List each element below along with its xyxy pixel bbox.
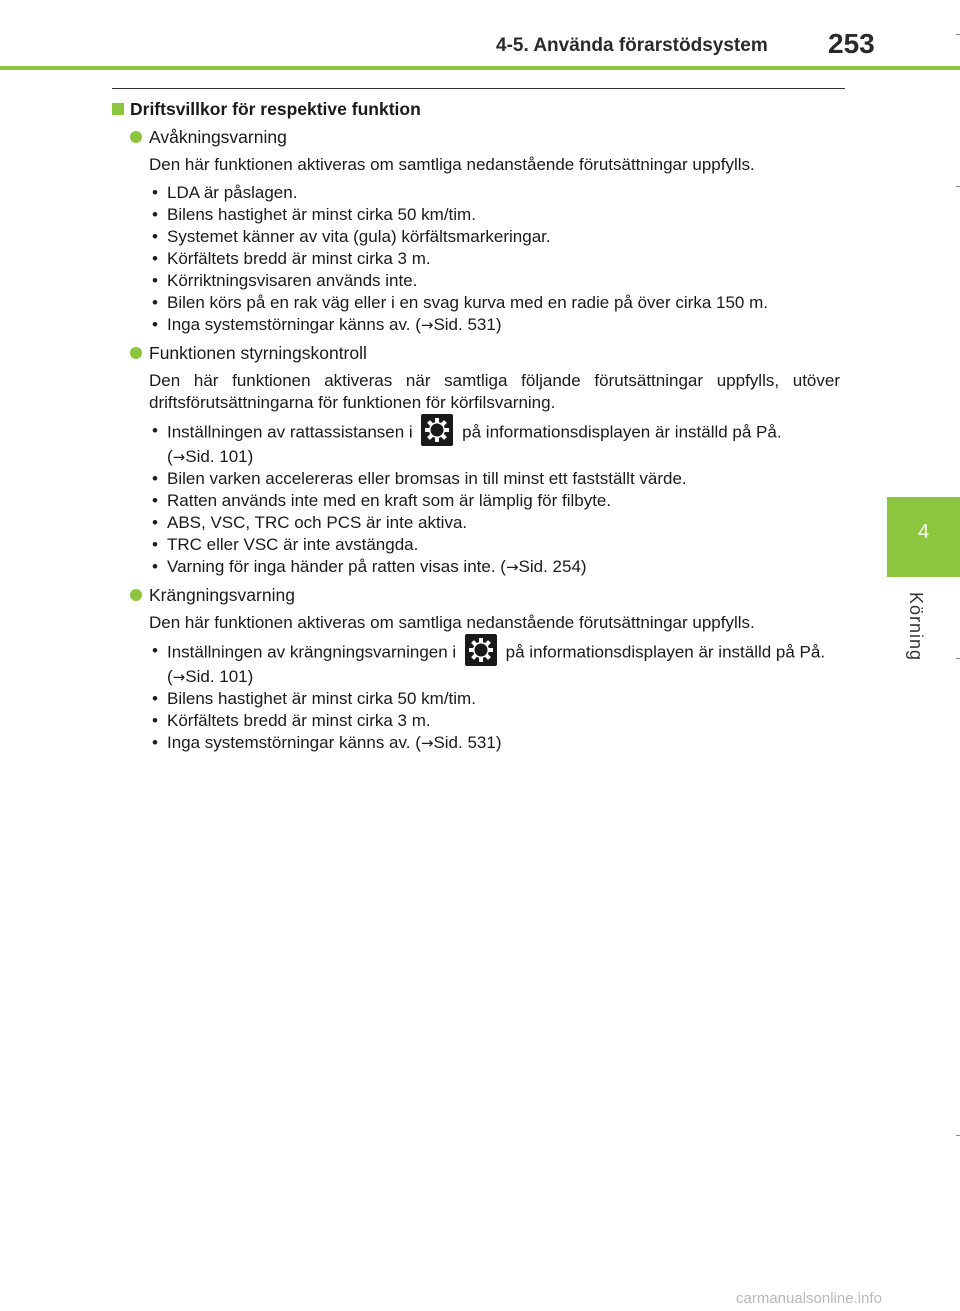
- section-title-lane-departure: [130, 126, 840, 148]
- section-steering-control: [112, 342, 840, 578]
- edge-mark: [956, 34, 960, 35]
- edge-mark: [956, 658, 960, 659]
- arrow-icon: →: [172, 448, 186, 466]
- item-text: Varning för inga händer på ratten visas inte. (: [167, 557, 506, 576]
- section-description: Den här funktionen aktiveras när samtliga följande förutsättningar uppfylls, utöver driftsförutsättningarna för funktionen för körfilsvarning.: [149, 371, 840, 412]
- page-reference[interactable]: Sid. 531): [433, 733, 502, 752]
- section-title: 4-5. Använda förarstödsystem: [496, 35, 768, 56]
- dot-icon: [130, 589, 142, 601]
- item-text: Inställningen av rattassistansen i: [167, 422, 413, 442]
- item-text: (: [167, 447, 173, 466]
- content: [112, 98, 840, 754]
- list-item: • Körriktningsvisaren används inte.: [152, 270, 840, 292]
- header-rule: [0, 66, 960, 70]
- arrow-icon: →: [505, 558, 519, 576]
- section-description: Den här funktionen aktiveras om samtliga nedanstående förutsättningar uppfylls.: [149, 155, 755, 174]
- arrow-icon: →: [172, 668, 186, 686]
- main-heading: [112, 98, 840, 120]
- list-item: • ABS, VSC, TRC och PCS är inte aktiva.: [152, 512, 840, 534]
- arrow-icon: →: [420, 316, 434, 334]
- chapter-tab[interactable]: [887, 497, 960, 577]
- item-text: Inga systemstörningar känns av. (: [167, 733, 421, 752]
- section-title-steering-control: [130, 342, 840, 364]
- list-item: • Bilen körs på en rak väg eller i en svag kurva med en radie på över cirka 150 m.: [152, 292, 840, 314]
- page-number: 253: [828, 28, 875, 59]
- page-reference[interactable]: Sid. 254): [518, 557, 587, 576]
- item-text: på informationsdisplayen är inställd på På.: [462, 422, 782, 442]
- section-lane-departure: [112, 126, 840, 336]
- page-reference[interactable]: Sid. 101): [185, 447, 254, 466]
- bullet-list: [152, 640, 840, 754]
- list-item: • Bilens hastighet är minst cirka 50 km/tim.: [152, 688, 840, 710]
- page-reference[interactable]: Sid. 101): [185, 667, 254, 686]
- list-item: [152, 556, 840, 578]
- item-text: på informationsdisplayen är inställd på På.: [505, 642, 826, 662]
- gear-icon: [465, 634, 497, 666]
- gear-icon: [421, 414, 453, 446]
- list-item: • Bilen varken accelereras eller bromsas in till minst ett fastställt värde.: [152, 468, 840, 490]
- section-title-text: Avåkningsvarning: [149, 127, 287, 147]
- section-title-sway-warning: [130, 584, 840, 606]
- list-item: [152, 732, 840, 754]
- chapter-name: Körning: [906, 592, 926, 662]
- list-item: • TRC eller VSC är inte avstängda.: [152, 534, 840, 556]
- dot-icon: [130, 131, 142, 143]
- list-item: • Systemet känner av vita (gula) körfältsmarkeringar.: [152, 226, 840, 248]
- item-text: (: [167, 667, 173, 686]
- section-description: Den här funktionen aktiveras om samtliga nedanstående förutsättningar uppfylls.: [149, 613, 755, 632]
- square-icon: [112, 103, 124, 115]
- chapter-number: 4: [917, 521, 930, 543]
- edge-mark: [956, 1135, 960, 1136]
- watermark: carmanualsonline.info: [736, 1290, 882, 1307]
- list-item: [152, 420, 840, 468]
- dot-icon: [130, 347, 142, 359]
- item-text: Inga systemstörningar känns av. (: [167, 315, 421, 334]
- edge-mark: [956, 186, 960, 187]
- section-sway-warning: [112, 584, 840, 754]
- list-item: • Körfältets bredd är minst cirka 3 m.: [152, 248, 840, 270]
- main-heading-text: Driftsvillkor för respektive funktion: [130, 99, 421, 119]
- bullet-list: [152, 182, 840, 336]
- section-title-text: Funktionen styrningskontroll: [149, 343, 367, 363]
- list-item: [152, 640, 840, 688]
- arrow-icon: →: [420, 734, 434, 752]
- content-rule: [112, 88, 845, 89]
- page-reference[interactable]: Sid. 531): [433, 315, 502, 334]
- list-item: • Ratten används inte med en kraft som är lämplig för filbyte.: [152, 490, 840, 512]
- list-item: • Körfältets bredd är minst cirka 3 m.: [152, 710, 840, 732]
- list-item: [152, 314, 840, 336]
- item-text: Inställningen av krängningsvarningen i: [167, 642, 457, 662]
- bullet-list: [152, 420, 840, 578]
- list-item: • LDA är påslagen.: [152, 182, 840, 204]
- section-title-text: Krängningsvarning: [149, 585, 295, 605]
- list-item: • Bilens hastighet är minst cirka 50 km/tim.: [152, 204, 840, 226]
